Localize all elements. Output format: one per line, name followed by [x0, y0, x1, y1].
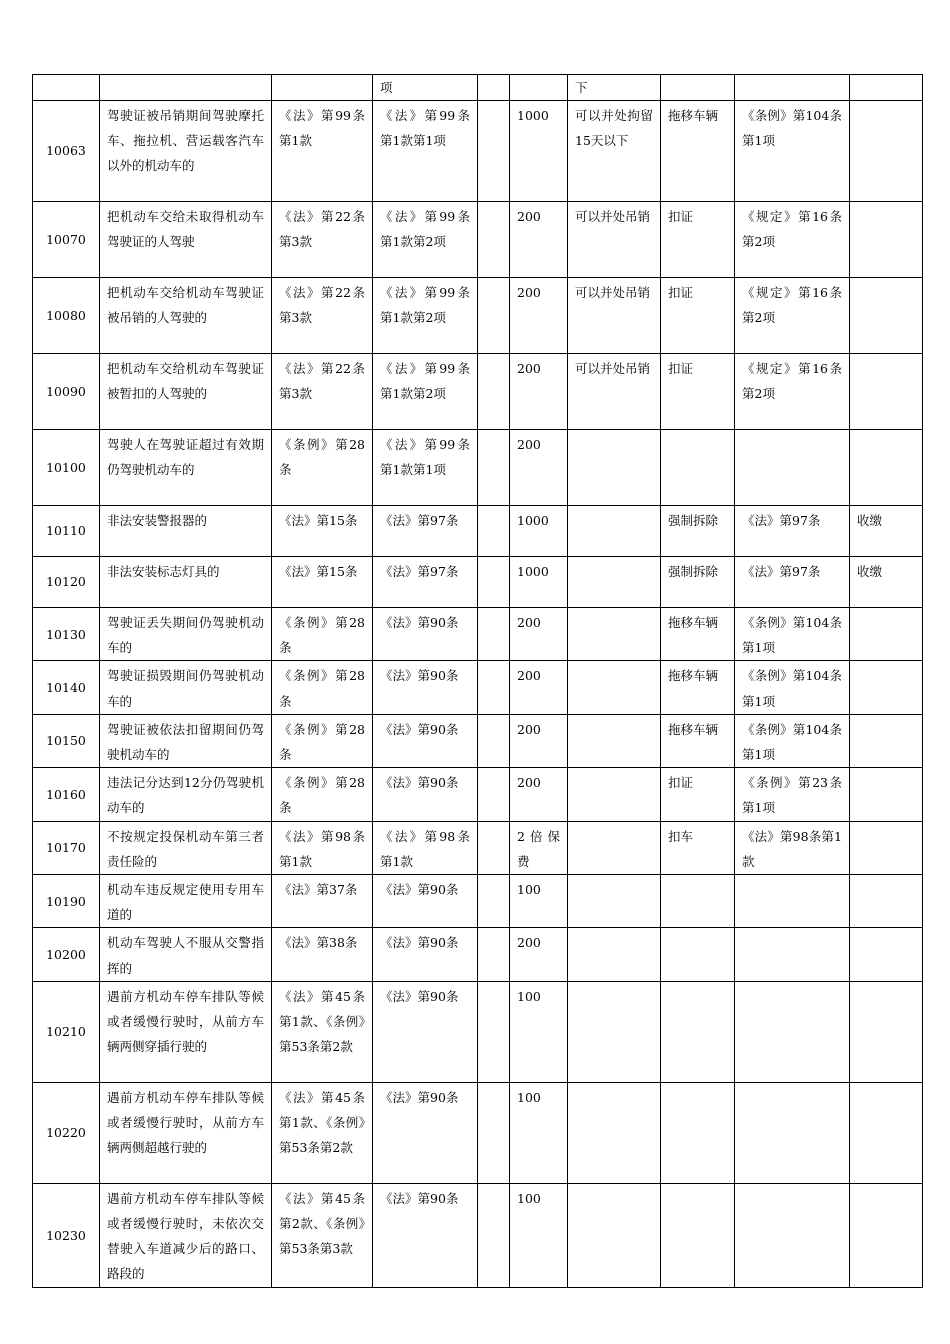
violation-basis-cell: 《法》第22条第3款: [272, 278, 373, 354]
measure-cell: [661, 1082, 735, 1183]
measure-cell: 拖移车辆: [661, 101, 735, 202]
blank-cell: [478, 928, 510, 981]
violation-basis-cell: 《法》第15条: [272, 557, 373, 608]
remark-cell: [850, 278, 923, 354]
violation-basis-cell: 《法》第45条第1款、《条例》第53条第2款: [272, 1082, 373, 1183]
measure-cell: [661, 875, 735, 928]
measure-basis-cell: [735, 430, 850, 506]
penalty-basis-cell: 《法》第99条第1款第2项: [373, 278, 478, 354]
table-row: [33, 821, 923, 874]
measure-cell: [661, 75, 735, 101]
penalty-basis-cell: 《法》第98条第1款: [373, 821, 478, 874]
remark-cell: [850, 202, 923, 278]
fine-cell: 200: [510, 278, 568, 354]
measure-cell: 扣证: [661, 278, 735, 354]
additional-penalty-cell: [568, 506, 661, 557]
measure-cell: 扣证: [661, 354, 735, 430]
table-body: [33, 75, 923, 1288]
fine-cell: 200: [510, 608, 568, 661]
additional-penalty-cell: [568, 928, 661, 981]
code-cell: 10080: [33, 278, 100, 354]
code-cell: 10063: [33, 101, 100, 202]
remark-cell: 收缴: [850, 557, 923, 608]
fine-cell: [510, 75, 568, 101]
additional-penalty-cell: [568, 875, 661, 928]
fine-cell: 2倍保费: [510, 821, 568, 874]
fine-cell: 100: [510, 875, 568, 928]
code-cell: 10090: [33, 354, 100, 430]
remark-cell: [850, 661, 923, 714]
remark-cell: [850, 928, 923, 981]
code-cell: [33, 75, 100, 101]
fine-cell: 1000: [510, 101, 568, 202]
blank-cell: [478, 661, 510, 714]
measure-basis-cell: 《规定》第16条第2项: [735, 202, 850, 278]
code-cell: 10140: [33, 661, 100, 714]
code-cell: 10160: [33, 768, 100, 821]
blank-cell: [478, 202, 510, 278]
measure-cell: [661, 430, 735, 506]
additional-penalty-cell: [568, 768, 661, 821]
measure-basis-cell: [735, 75, 850, 101]
blank-cell: [478, 768, 510, 821]
measure-basis-cell: 《规定》第16条第2项: [735, 354, 850, 430]
penalty-basis-cell: 《法》第90条: [373, 608, 478, 661]
blank-cell: [478, 875, 510, 928]
measure-basis-cell: 《法》第97条: [735, 557, 850, 608]
behavior-cell: 驾驶证被依法扣留期间仍驾驶机动车的: [100, 714, 272, 767]
additional-penalty-cell: [568, 430, 661, 506]
additional-penalty-cell: [568, 661, 661, 714]
code-cell: 10070: [33, 202, 100, 278]
measure-cell: 拖移车辆: [661, 661, 735, 714]
additional-penalty-cell: [568, 1183, 661, 1287]
measure-cell: 扣车: [661, 821, 735, 874]
code-cell: 10190: [33, 875, 100, 928]
table-row: [33, 75, 923, 101]
code-cell: 10170: [33, 821, 100, 874]
additional-penalty-cell: 可以并处吊销: [568, 278, 661, 354]
measure-basis-cell: 《规定》第16条第2项: [735, 278, 850, 354]
blank-cell: [478, 608, 510, 661]
remark-cell: [850, 1082, 923, 1183]
violation-basis-cell: [272, 75, 373, 101]
behavior-cell: 把机动车交给机动车驾驶证被吊销的人驾驶的: [100, 278, 272, 354]
measure-basis-cell: 《法》第98条第1款: [735, 821, 850, 874]
measure-cell: 强制拆除: [661, 506, 735, 557]
code-cell: 10200: [33, 928, 100, 981]
code-cell: 10230: [33, 1183, 100, 1287]
violation-table: [32, 74, 923, 1288]
table-row: [33, 430, 923, 506]
code-cell: 10210: [33, 981, 100, 1082]
behavior-cell: 遇前方机动车停车排队等候或者缓慢行驶时，未依次交替驶入车道减少后的路口、路段的: [100, 1183, 272, 1287]
violation-basis-cell: 《法》第45条第2款、《条例》第53条第3款: [272, 1183, 373, 1287]
table-row: [33, 608, 923, 661]
remark-cell: [850, 101, 923, 202]
measure-cell: 拖移车辆: [661, 608, 735, 661]
remark-cell: 收缴: [850, 506, 923, 557]
behavior-cell: 机动车驾驶人不服从交警指挥的: [100, 928, 272, 981]
blank-cell: [478, 75, 510, 101]
measure-basis-cell: [735, 875, 850, 928]
behavior-cell: 驾驶证被吊销期间驾驶摩托车、拖拉机、营运载客汽车以外的机动车的: [100, 101, 272, 202]
penalty-basis-cell: 《法》第99条第1款第1项: [373, 101, 478, 202]
fine-cell: 200: [510, 714, 568, 767]
code-cell: 10110: [33, 506, 100, 557]
blank-cell: [478, 1082, 510, 1183]
penalty-basis-cell: 《法》第90条: [373, 875, 478, 928]
measure-cell: 扣证: [661, 202, 735, 278]
remark-cell: [850, 75, 923, 101]
blank-cell: [478, 430, 510, 506]
remark-cell: [850, 875, 923, 928]
fine-cell: 200: [510, 202, 568, 278]
fine-cell: 200: [510, 928, 568, 981]
behavior-cell: [100, 75, 272, 101]
violation-basis-cell: 《条例》第28条: [272, 768, 373, 821]
violation-basis-cell: 《条例》第28条: [272, 608, 373, 661]
additional-penalty-cell: [568, 608, 661, 661]
table-row: [33, 768, 923, 821]
table-row: [33, 928, 923, 981]
penalty-basis-cell: 《法》第97条: [373, 506, 478, 557]
violation-basis-cell: 《条例》第28条: [272, 714, 373, 767]
penalty-basis-cell: 《法》第90条: [373, 928, 478, 981]
additional-penalty-cell: 可以并处拘留15天以下: [568, 101, 661, 202]
behavior-cell: 非法安装警报器的: [100, 506, 272, 557]
measure-basis-cell: [735, 1183, 850, 1287]
behavior-cell: 驾驶证损毁期间仍驾驶机动车的: [100, 661, 272, 714]
penalty-basis-cell: 《法》第99条第1款第1项: [373, 430, 478, 506]
violation-basis-cell: 《法》第98条第1款: [272, 821, 373, 874]
measure-basis-cell: 《条例》第104条第1项: [735, 101, 850, 202]
measure-basis-cell: 《法》第97条: [735, 506, 850, 557]
behavior-cell: 把机动车交给机动车驾驶证被暂扣的人驾驶的: [100, 354, 272, 430]
violation-basis-cell: 《法》第37条: [272, 875, 373, 928]
fine-cell: 200: [510, 430, 568, 506]
remark-cell: [850, 608, 923, 661]
penalty-basis-cell: 《法》第90条: [373, 768, 478, 821]
blank-cell: [478, 506, 510, 557]
fine-cell: 100: [510, 1183, 568, 1287]
fine-cell: 100: [510, 981, 568, 1082]
blank-cell: [478, 354, 510, 430]
fine-cell: 1000: [510, 506, 568, 557]
code-cell: 10120: [33, 557, 100, 608]
remark-cell: [850, 430, 923, 506]
blank-cell: [478, 1183, 510, 1287]
measure-basis-cell: [735, 928, 850, 981]
violation-basis-cell: 《条例》第28条: [272, 661, 373, 714]
behavior-cell: 驾驶人在驾驶证超过有效期仍驾驶机动车的: [100, 430, 272, 506]
penalty-basis-cell: 《法》第90条: [373, 1082, 478, 1183]
remark-cell: [850, 821, 923, 874]
additional-penalty-cell: 可以并处吊销: [568, 202, 661, 278]
table-row: [33, 354, 923, 430]
table-row: [33, 714, 923, 767]
measure-basis-cell: 《条例》第23条第1项: [735, 768, 850, 821]
fine-cell: 200: [510, 661, 568, 714]
remark-cell: [850, 1183, 923, 1287]
code-cell: 10150: [33, 714, 100, 767]
penalty-basis-cell: 《法》第97条: [373, 557, 478, 608]
behavior-cell: 驾驶证丢失期间仍驾驶机动车的: [100, 608, 272, 661]
blank-cell: [478, 101, 510, 202]
blank-cell: [478, 557, 510, 608]
remark-cell: [850, 714, 923, 767]
remark-cell: [850, 354, 923, 430]
table-row: [33, 278, 923, 354]
behavior-cell: 违法记分达到12分仍驾驶机动车的: [100, 768, 272, 821]
violation-basis-cell: 《法》第99条第1款: [272, 101, 373, 202]
code-cell: 10100: [33, 430, 100, 506]
violation-basis-cell: 《条例》第28条: [272, 430, 373, 506]
penalty-basis-cell: 《法》第99条第1款第2项: [373, 354, 478, 430]
additional-penalty-cell: [568, 1082, 661, 1183]
measure-basis-cell: [735, 981, 850, 1082]
measure-cell: 强制拆除: [661, 557, 735, 608]
additional-penalty-cell: [568, 821, 661, 874]
behavior-cell: 把机动车交给未取得机动车驾驶证的人驾驶: [100, 202, 272, 278]
table-row: [33, 1183, 923, 1287]
penalty-basis-cell: 项: [373, 75, 478, 101]
remark-cell: [850, 981, 923, 1082]
additional-penalty-cell: 可以并处吊销: [568, 354, 661, 430]
fine-cell: 200: [510, 354, 568, 430]
behavior-cell: 不按规定投保机动车第三者责任险的: [100, 821, 272, 874]
table-row: [33, 202, 923, 278]
table-row: [33, 1082, 923, 1183]
additional-penalty-cell: [568, 714, 661, 767]
additional-penalty-cell: [568, 557, 661, 608]
table-row: [33, 101, 923, 202]
measure-cell: [661, 1183, 735, 1287]
blank-cell: [478, 821, 510, 874]
additional-penalty-cell: [568, 981, 661, 1082]
blank-cell: [478, 981, 510, 1082]
blank-cell: [478, 714, 510, 767]
measure-cell: [661, 928, 735, 981]
violation-basis-cell: 《法》第45条第1款、《条例》第53条第2款: [272, 981, 373, 1082]
violation-basis-cell: 《法》第15条: [272, 506, 373, 557]
fine-cell: 100: [510, 1082, 568, 1183]
fine-cell: 200: [510, 768, 568, 821]
penalty-basis-cell: 《法》第90条: [373, 981, 478, 1082]
code-cell: 10130: [33, 608, 100, 661]
penalty-basis-cell: 《法》第99条第1款第2项: [373, 202, 478, 278]
table-row: [33, 557, 923, 608]
table-row: [33, 661, 923, 714]
table-row: [33, 506, 923, 557]
remark-cell: [850, 768, 923, 821]
measure-cell: [661, 981, 735, 1082]
measure-basis-cell: [735, 1082, 850, 1183]
behavior-cell: 遇前方机动车停车排队等候或者缓慢行驶时，从前方车辆两侧超越行驶的: [100, 1082, 272, 1183]
code-cell: 10220: [33, 1082, 100, 1183]
measure-basis-cell: 《条例》第104条第1项: [735, 714, 850, 767]
violation-basis-cell: 《法》第38条: [272, 928, 373, 981]
measure-cell: 拖移车辆: [661, 714, 735, 767]
fine-cell: 1000: [510, 557, 568, 608]
measure-cell: 扣证: [661, 768, 735, 821]
penalty-basis-cell: 《法》第90条: [373, 1183, 478, 1287]
additional-penalty-cell: 下: [568, 75, 661, 101]
table-row: [33, 981, 923, 1082]
behavior-cell: 非法安装标志灯具的: [100, 557, 272, 608]
behavior-cell: 机动车违反规定使用专用车道的: [100, 875, 272, 928]
measure-basis-cell: 《条例》第104条第1项: [735, 661, 850, 714]
penalty-basis-cell: 《法》第90条: [373, 661, 478, 714]
violation-basis-cell: 《法》第22条第3款: [272, 202, 373, 278]
violation-basis-cell: 《法》第22条第3款: [272, 354, 373, 430]
blank-cell: [478, 278, 510, 354]
behavior-cell: 遇前方机动车停车排队等候或者缓慢行驶时，从前方车辆两侧穿插行驶的: [100, 981, 272, 1082]
measure-basis-cell: 《条例》第104条第1项: [735, 608, 850, 661]
penalty-basis-cell: 《法》第90条: [373, 714, 478, 767]
table-row: [33, 875, 923, 928]
